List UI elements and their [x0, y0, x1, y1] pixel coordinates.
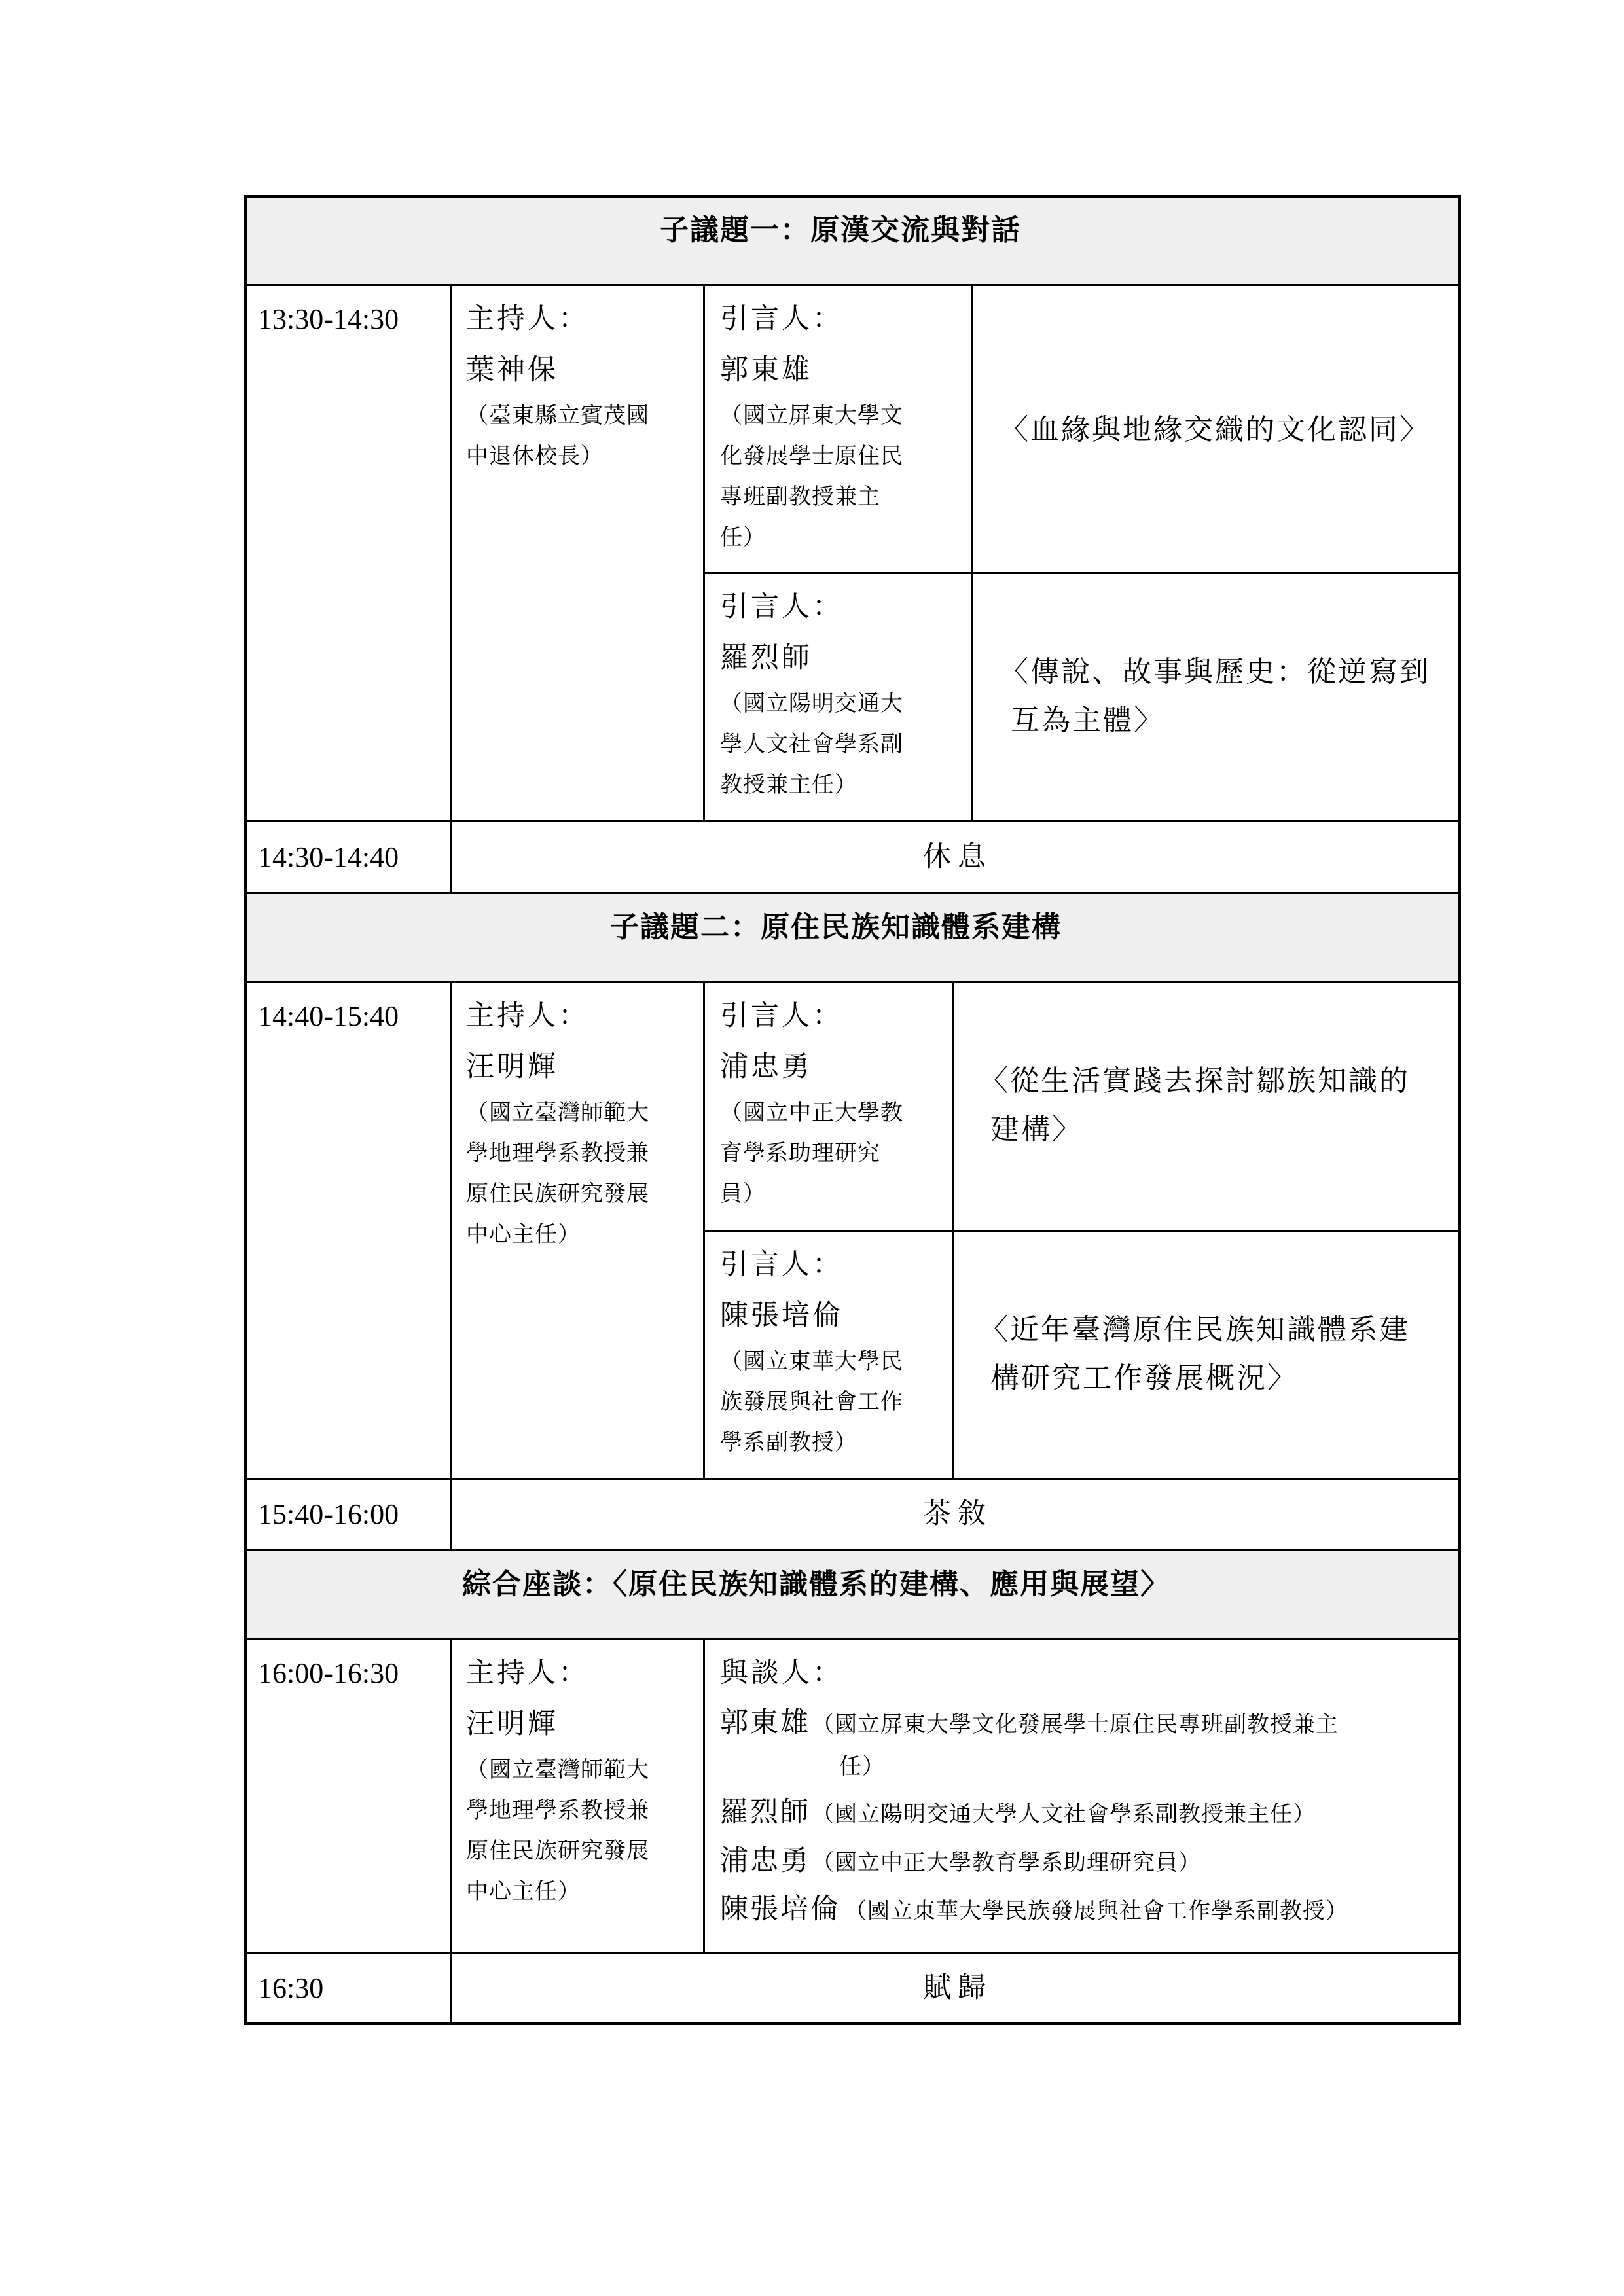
session2-host-role: 主持人：	[466, 999, 589, 1032]
session1-speaker1-affiliation: （國立屏東大學文 化發展學士原住民 專班副教授兼主 任）	[720, 403, 903, 550]
session1-speaker1-role: 引言人：	[720, 302, 843, 335]
break2-label: 茶敘	[923, 1498, 992, 1530]
forum-host-name: 汪明輝	[466, 1708, 558, 1740]
break1-time: 14:30-14:40	[258, 841, 399, 873]
grid-line	[244, 820, 1460, 822]
session1-time: 13:30-14:30	[258, 303, 399, 335]
grid-line	[703, 284, 705, 821]
forum-panelist1-affiliation: （國立屏東大學文化發展學士原住民專班副教授兼主	[812, 1712, 1339, 1738]
grid-line	[450, 1638, 452, 2024]
session2-host-name: 汪明輝	[466, 1050, 558, 1083]
grid-line	[704, 1230, 1460, 1232]
forum-panel-role: 與談人：	[720, 1657, 843, 1689]
session2-speaker2-topic: 〈近年臺灣原住民族知識體系建 構研究工作發展概況〉	[979, 1313, 1410, 1395]
grid-line	[244, 981, 1460, 983]
break2-time: 15:40-16:00	[258, 1498, 399, 1530]
session2-speaker2-role: 引言人：	[720, 1248, 843, 1281]
session1-title: 子議題一：原漢交流與對話	[660, 213, 1021, 247]
grid-line	[244, 1638, 1460, 1640]
forum-panelist4-name: 陳張培倫	[720, 1893, 840, 1926]
session1-speaker1-topic: 〈血緣與地緣交織的文化認同〉	[1000, 413, 1430, 446]
grid-line	[704, 572, 1460, 574]
grid-line	[450, 284, 452, 893]
forum-host-role: 主持人：	[466, 1657, 589, 1689]
grid-line	[703, 981, 705, 1479]
end-label: 賦歸	[923, 1971, 992, 2004]
end-time: 16:30	[258, 1972, 324, 2004]
session2-speaker1-affiliation: （國立中正大學教 育學系助理研究 員）	[720, 1100, 903, 1207]
forum-host-affiliation: （國立臺灣師範大 學地理學系教授兼 原住民族研究發展 中心主任）	[466, 1757, 649, 1905]
grid-line	[244, 1952, 1460, 1954]
forum-panelist3-name: 浦忠勇	[720, 1844, 810, 1877]
forum-panelist4-affiliation: （國立東華大學民族發展與社會工作學系副教授）	[844, 1898, 1348, 1924]
session2-speaker2-affiliation: （國立東華大學民 族發展與社會工作 學系副教授）	[720, 1348, 903, 1456]
session1-host-name: 葉神保	[466, 353, 558, 386]
forum-title: 綜合座談：〈原住民族知識體系的建構、應用與展望〉	[462, 1568, 1170, 1601]
grid-line	[244, 195, 1460, 198]
break1-label: 休息	[923, 840, 992, 873]
grid-line	[244, 2022, 1460, 2025]
session1-host-role: 主持人：	[466, 302, 589, 335]
session2-speaker2-name: 陳張培倫	[720, 1299, 843, 1332]
session1-speaker2-affiliation: （國立陽明交通大 學人文社會學系副 教授兼主任）	[720, 691, 903, 798]
forum-panelist1-affiliation-cont: 任）	[839, 1753, 885, 1780]
session1-speaker1-name: 郭東雄	[720, 353, 812, 386]
session1-host-affiliation: （臺東縣立賓茂國 中退休校長）	[466, 403, 649, 469]
grid-line	[952, 981, 954, 1479]
forum-panelist2-affiliation: （國立陽明交通大學人文社會學系副教授兼主任）	[812, 1801, 1316, 1827]
forum-panelist2-name: 羅烈師	[720, 1796, 810, 1829]
forum-panelist3-affiliation: （國立中正大學教育學系助理研究員）	[812, 1850, 1201, 1876]
grid-line	[244, 195, 247, 2025]
session1-speaker2-role: 引言人：	[720, 590, 843, 623]
grid-line	[244, 1478, 1460, 1480]
forum-panelist1-name: 郭東雄	[720, 1706, 810, 1739]
grid-line	[703, 1638, 705, 1953]
forum-time: 16:00-16:30	[258, 1657, 399, 1689]
session2-speaker1-role: 引言人：	[720, 999, 843, 1032]
session2-speaker1-name: 浦忠勇	[720, 1050, 812, 1083]
grid-line	[244, 1549, 1460, 1551]
session2-host-affiliation: （國立臺灣師範大 學地理學系教授兼 原住民族研究發展 中心主任）	[466, 1100, 649, 1247]
grid-line	[1458, 195, 1461, 2025]
session2-speaker1-topic: 〈從生活實踐去探討鄒族知識的 建構〉	[979, 1064, 1410, 1146]
grid-line	[450, 981, 452, 1550]
session1-speaker2-name: 羅烈師	[720, 641, 812, 674]
session2-title: 子議題二：原住民族知識體系建構	[610, 910, 1062, 944]
grid-line	[244, 892, 1460, 894]
session2-time: 14:40-15:40	[258, 1000, 399, 1032]
grid-line	[244, 284, 1460, 286]
session1-speaker2-topic: 〈傳說、故事與歷史：從逆寫到 互為主體〉	[1000, 655, 1430, 737]
grid-line	[971, 284, 973, 821]
